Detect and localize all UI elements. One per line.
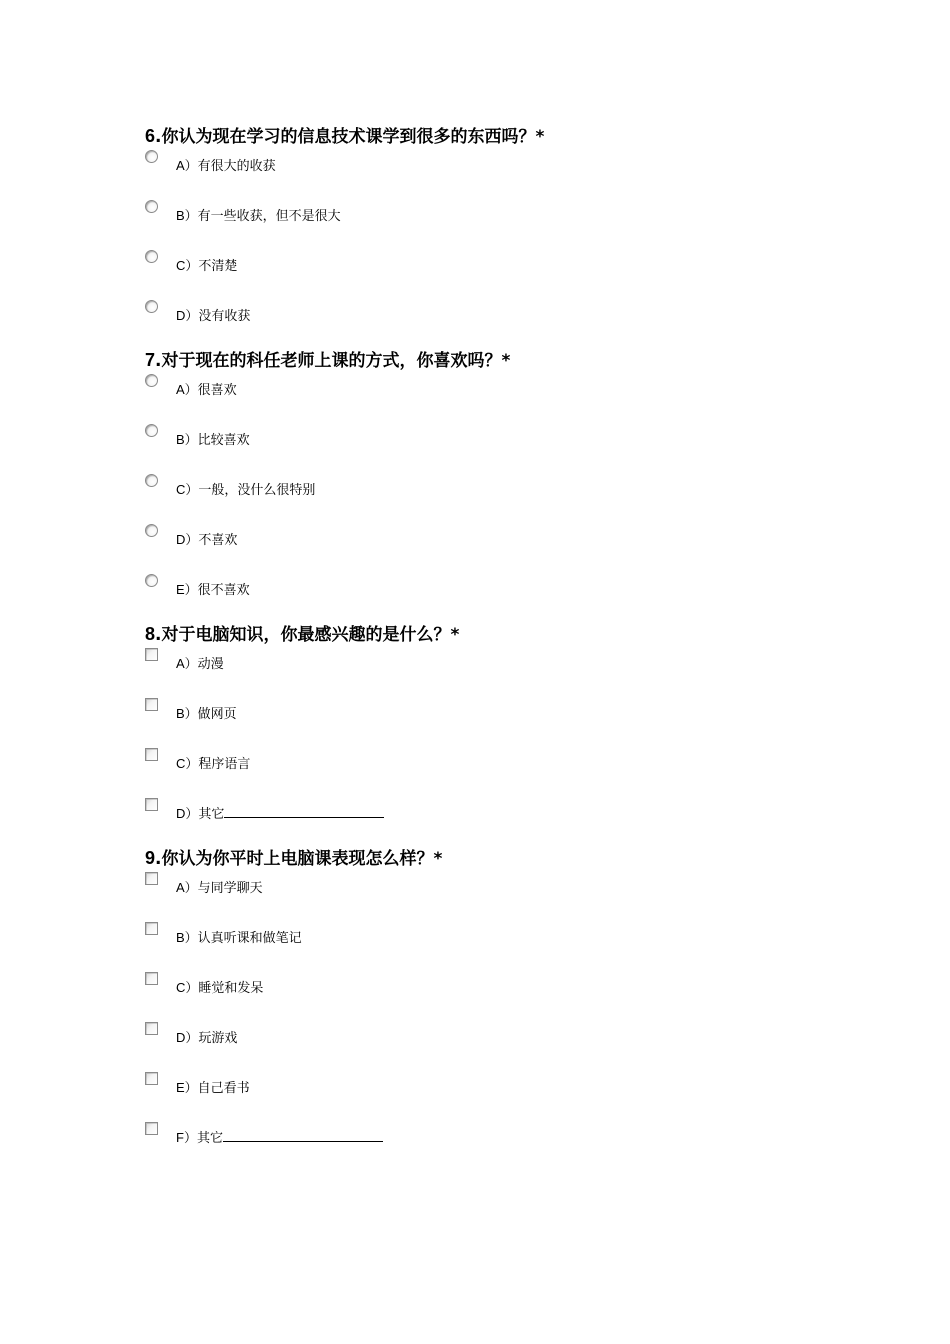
option-label: 比较喜欢 (197, 433, 250, 448)
question-title (145, 349, 865, 371)
option-label: 没有收获 (198, 309, 251, 324)
option-b[interactable] (145, 200, 865, 250)
option-b[interactable] (145, 424, 865, 474)
radio-button[interactable] (145, 574, 158, 587)
checkbox[interactable] (145, 748, 158, 761)
option-letter: B） (176, 706, 198, 721)
checkbox[interactable] (145, 922, 158, 935)
option-a[interactable] (145, 374, 865, 424)
radio-button[interactable] (145, 374, 158, 387)
question-text: .你认为现在学习的信息技术课学到很多的东西吗？* (155, 127, 545, 147)
option-letter: A） (176, 880, 198, 895)
option-e[interactable] (145, 1072, 865, 1122)
option-letter: C） (176, 258, 199, 273)
question-title (145, 623, 865, 645)
option-letter: E） (176, 582, 198, 597)
option-c[interactable] (145, 748, 865, 798)
option-letter: C） (176, 980, 199, 995)
option-label: 不喜欢 (198, 533, 238, 548)
option-a[interactable] (145, 648, 865, 698)
checkbox[interactable] (145, 798, 158, 811)
other-text-blank[interactable] (223, 1129, 383, 1142)
radio-button[interactable] (145, 424, 158, 437)
option-letter: A） (176, 382, 198, 397)
option-letter: F） (176, 1130, 197, 1145)
radio-button[interactable] (145, 474, 158, 487)
option-label: 做网页 (197, 707, 237, 722)
option-label: 有很大的收获 (197, 159, 276, 174)
question-number: 9 (145, 848, 156, 868)
option-label: 其它 (196, 1131, 223, 1146)
checkbox[interactable] (145, 872, 158, 885)
option-d[interactable] (145, 524, 865, 574)
checkbox[interactable] (145, 1122, 158, 1135)
question-text: .对于现在的科任老师上课的方式，你喜欢吗？* (155, 351, 511, 371)
option-f[interactable] (145, 1122, 865, 1172)
question-number: 6 (145, 126, 156, 146)
question-9 (145, 847, 865, 1172)
question-6 (145, 125, 865, 350)
option-label: 玩游戏 (198, 1031, 238, 1046)
option-letter: C） (176, 482, 199, 497)
option-letter: A） (176, 158, 198, 173)
option-label: 程序语言 (198, 757, 251, 772)
question-8 (145, 623, 865, 848)
question-number: 8 (145, 624, 156, 644)
option-letter: D） (176, 806, 199, 821)
option-letter: B） (176, 930, 198, 945)
option-a[interactable] (145, 872, 865, 922)
checkbox[interactable] (145, 972, 158, 985)
question-title (145, 847, 865, 869)
radio-button[interactable] (145, 250, 158, 263)
checkbox[interactable] (145, 1072, 158, 1085)
radio-button[interactable] (145, 200, 158, 213)
option-label: 不清楚 (198, 259, 238, 274)
option-letter: C） (176, 756, 199, 771)
option-label: 有一些收获，但不是很大 (197, 209, 341, 224)
option-letter: E） (176, 1080, 198, 1095)
option-b[interactable] (145, 922, 865, 972)
checkbox[interactable] (145, 648, 158, 661)
option-letter: D） (176, 308, 199, 323)
option-letter: B） (176, 208, 198, 223)
radio-button[interactable] (145, 150, 158, 163)
option-c[interactable] (145, 972, 865, 1022)
option-label: 与同学聊天 (197, 881, 263, 896)
question-title (145, 125, 865, 147)
option-d[interactable] (145, 1022, 865, 1072)
option-label: 自己看书 (197, 1081, 250, 1096)
question-text: .你认为你平时上电脑课表现怎么样？* (155, 849, 443, 869)
other-text-blank[interactable] (224, 805, 384, 818)
option-label: 很不喜欢 (197, 583, 250, 598)
option-letter: B） (176, 432, 198, 447)
option-b[interactable] (145, 698, 865, 748)
question-text: .对于电脑知识，你最感兴趣的是什么？* (155, 625, 460, 645)
option-label: 睡觉和发呆 (198, 981, 264, 996)
option-letter: D） (176, 1030, 199, 1045)
option-d[interactable] (145, 798, 865, 848)
option-label: 一般，没什么很特别 (198, 483, 316, 498)
checkbox[interactable] (145, 698, 158, 711)
checkbox[interactable] (145, 1022, 158, 1035)
option-letter: A） (176, 656, 198, 671)
option-label: 很喜欢 (197, 383, 237, 398)
option-label: 动漫 (197, 657, 224, 672)
question-number: 7 (145, 350, 156, 370)
option-label: 认真听课和做笔记 (197, 931, 302, 946)
option-label: 其它 (198, 807, 225, 822)
option-a[interactable] (145, 150, 865, 200)
option-d[interactable] (145, 300, 865, 350)
option-letter: D） (176, 532, 199, 547)
option-c[interactable] (145, 474, 865, 524)
radio-button[interactable] (145, 524, 158, 537)
option-e[interactable] (145, 574, 865, 624)
option-c[interactable] (145, 250, 865, 300)
radio-button[interactable] (145, 300, 158, 313)
question-7 (145, 349, 865, 624)
